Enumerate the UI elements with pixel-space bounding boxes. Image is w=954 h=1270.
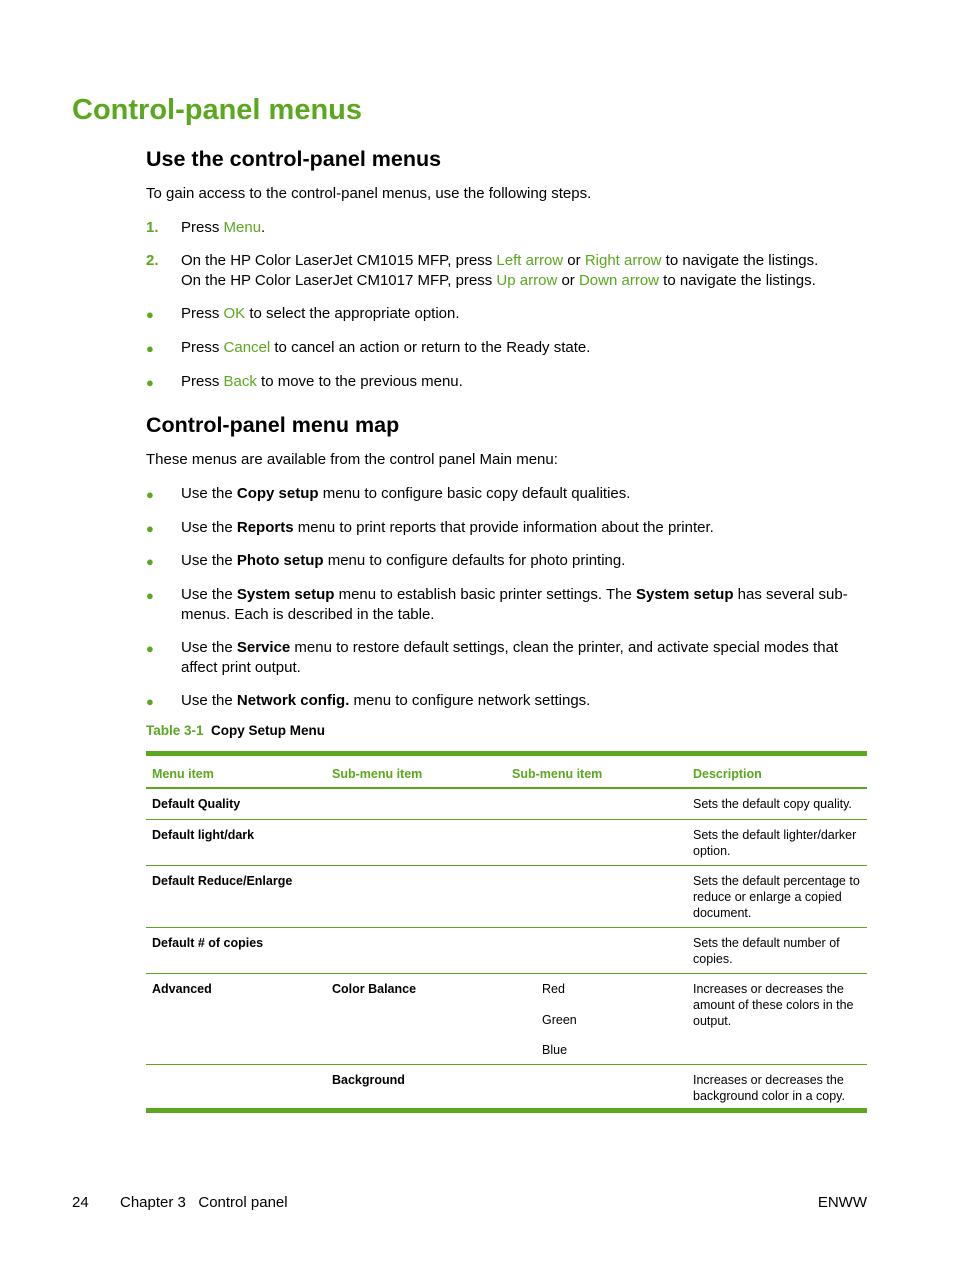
- up-arrow-link[interactable]: Up arrow: [496, 271, 558, 289]
- column-header: Sub-menu item: [332, 767, 423, 781]
- table-cell: Increases or decreases the background color in a copy.: [693, 1073, 845, 1103]
- section-heading-use-menus: Use the control-panel menus: [146, 147, 442, 171]
- table-cell: Green: [542, 1013, 577, 1027]
- back-link[interactable]: Back: [223, 373, 257, 390]
- table-cell: Sets the default copy quality.: [693, 797, 852, 811]
- table-cell: Default Reduce/Enlarge: [152, 874, 293, 888]
- table-cell: Default light/dark: [152, 828, 255, 842]
- intro-text: To gain access to the control-panel menus, use the following steps.: [146, 185, 592, 202]
- bullet-service: Use the Service menu to restore default settings, clean the printer, and activate special modes that affect print output.: [181, 639, 839, 676]
- bullet-icon: ●: [146, 588, 154, 603]
- bullet-icon: ●: [146, 554, 154, 569]
- bullet-icon: ●: [146, 487, 154, 502]
- bullet-cancel: Press Cancel to cancel an action or return to the Ready state.: [181, 339, 591, 356]
- bullet-reports: Use the Reports menu to print reports that provide information about the printer.: [181, 519, 714, 536]
- table-row: [146, 928, 867, 974]
- bullet-photo-setup: Use the Photo setup menu to configure defaults for photo printing.: [181, 552, 626, 569]
- table-caption: Table 3-1 Copy Setup Menu: [146, 723, 326, 738]
- ok-link[interactable]: OK: [223, 305, 246, 322]
- step-number: 2.: [146, 252, 159, 269]
- step-1: Press Menu.: [181, 219, 266, 236]
- table-cell: Sets the default percentage to reduce or enlarge a copied document.: [693, 874, 860, 920]
- bullet-icon: ●: [146, 307, 154, 322]
- step-number: 1.: [146, 219, 159, 236]
- column-header: Description: [693, 767, 762, 781]
- cancel-link[interactable]: Cancel: [223, 339, 271, 356]
- page-title: Control-panel menus: [72, 94, 363, 126]
- table-row: [146, 866, 867, 928]
- table-row: [146, 789, 867, 820]
- bullet-icon: ●: [146, 694, 154, 709]
- table-row: [146, 1065, 867, 1108]
- bullet-icon: ●: [146, 341, 154, 356]
- step-2: On the HP Color LaserJet CM1015 MFP, press Left arrow or Right arrow to navigate the listings. On the HP Color LaserJet CM1017 MFP, press Up arrow or Down arrow to navigate the listings.: [181, 252, 819, 289]
- table-cell: Advanced: [152, 982, 212, 996]
- table-row: [146, 974, 867, 1065]
- bullet-back: Press Back to move to the previous menu.: [181, 373, 463, 390]
- column-header: Sub-menu item: [512, 767, 603, 781]
- bullet-system-setup: Use the System setup menu to establish basic printer settings. The System setup has several sub-menus. Each is described in the table.: [181, 586, 848, 623]
- table-cell: Default Quality: [152, 797, 241, 811]
- table-cell: Increases or decreases the amount of these colors in the output.: [693, 982, 854, 1028]
- table-row: [146, 820, 867, 866]
- intro-text: These menus are available from the control panel Main menu:: [146, 451, 558, 468]
- bullet-network-config: Use the Network config. menu to configure network settings.: [181, 692, 591, 709]
- page-number: 24: [72, 1194, 89, 1211]
- down-arrow-link[interactable]: Down arrow: [578, 271, 659, 289]
- table-cell: Sets the default lighter/darker option.: [693, 828, 857, 858]
- section-heading-menu-map: Control-panel menu map: [146, 413, 400, 437]
- table-cell: Sets the default number of copies.: [693, 936, 840, 966]
- table-cell: Default # of copies: [152, 936, 264, 950]
- left-arrow-link[interactable]: Left arrow: [496, 252, 564, 269]
- copy-setup-table: [146, 751, 867, 1113]
- table-cell: Background: [332, 1073, 405, 1087]
- table-cell: Blue: [542, 1043, 568, 1057]
- bullet-icon: ●: [146, 375, 154, 390]
- footer-right-label: ENWW: [817, 1194, 867, 1211]
- chapter-label: Chapter 3 Control panel: [120, 1194, 288, 1211]
- bullet-icon: ●: [146, 641, 154, 656]
- table-cell: Red: [542, 982, 565, 996]
- right-arrow-link[interactable]: Right arrow: [584, 252, 662, 269]
- table-header-row: [146, 756, 867, 789]
- bullet-copy-setup: Use the Copy setup menu to configure basic copy default qualities.: [181, 485, 631, 502]
- table-cell: Color Balance: [332, 982, 417, 996]
- bullet-ok: Press OK to select the appropriate option.: [181, 305, 460, 322]
- menu-link[interactable]: Menu: [223, 219, 262, 236]
- column-header: Menu item: [152, 767, 214, 781]
- bullet-icon: ●: [146, 521, 154, 536]
